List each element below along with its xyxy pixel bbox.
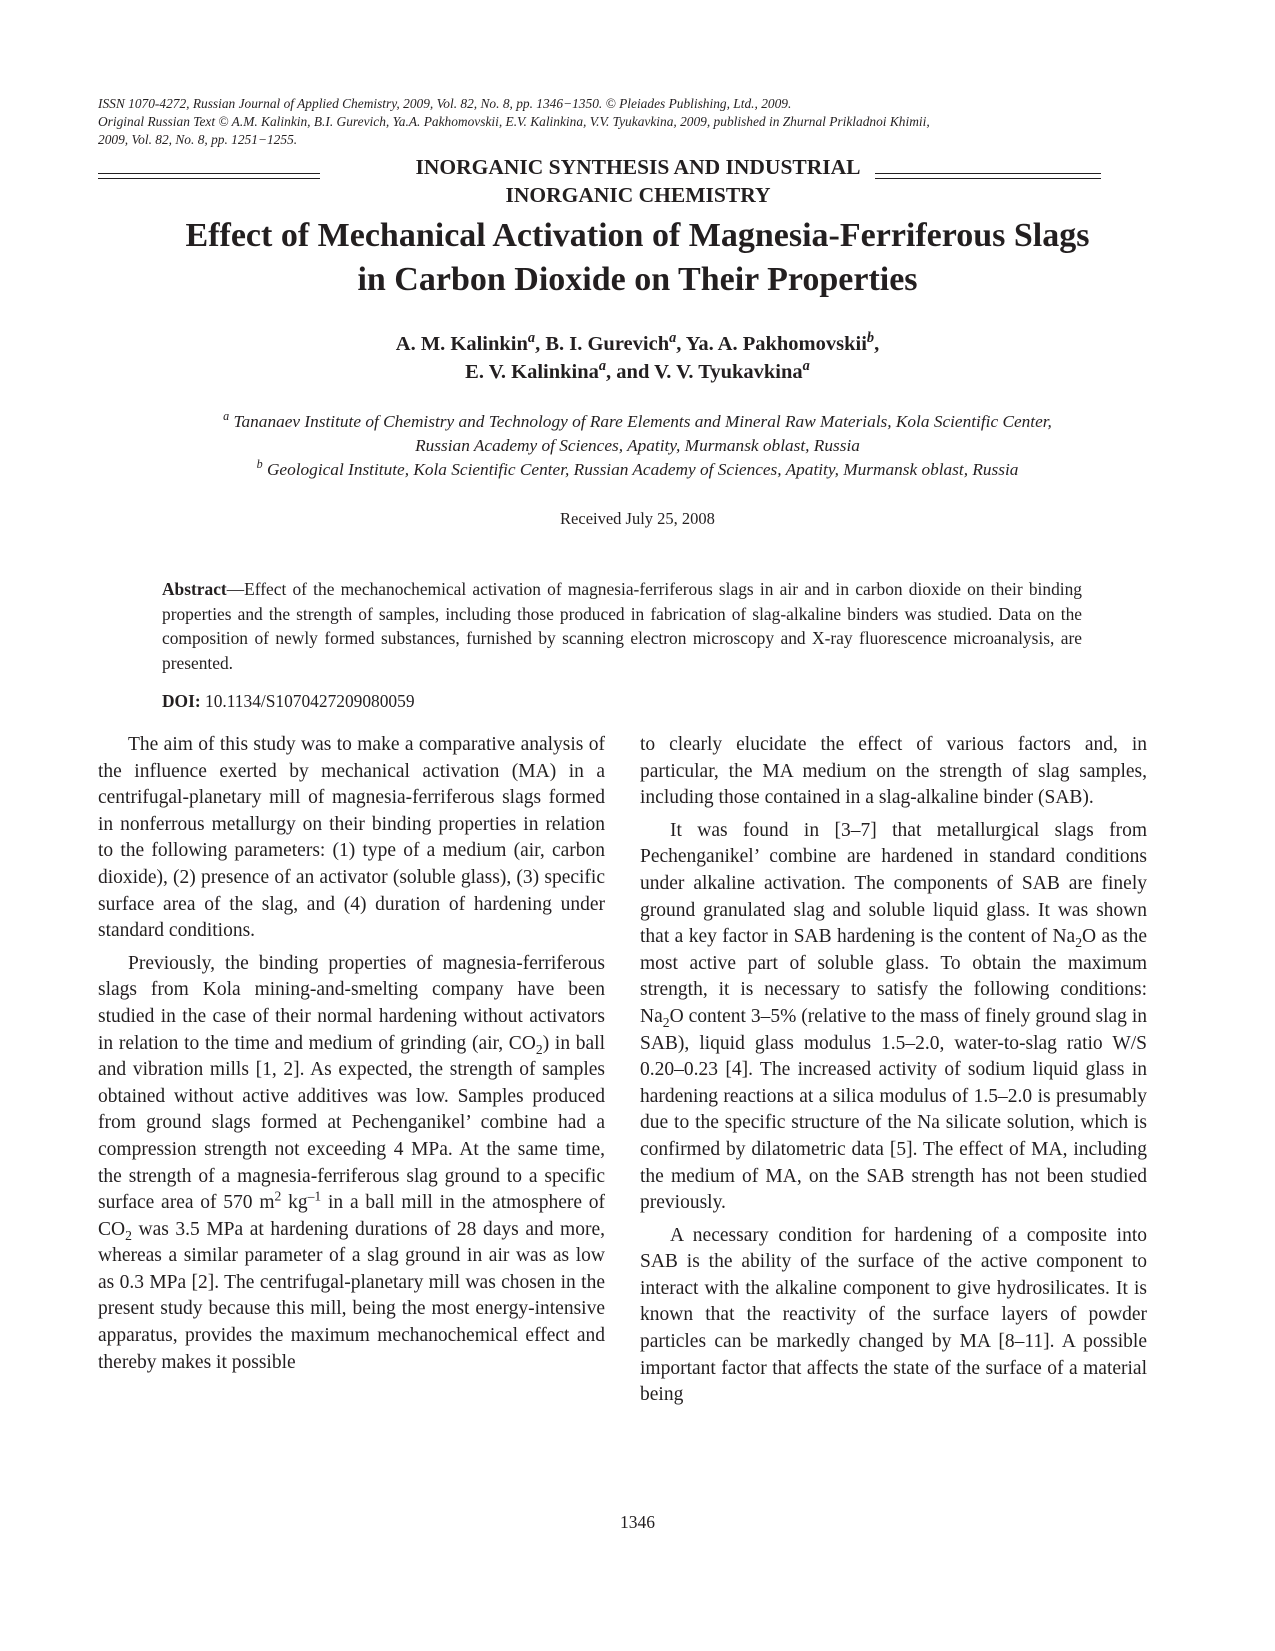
superscript: –1 <box>307 1188 322 1204</box>
affiliations <box>60 410 1215 482</box>
title-line-1: Effect of Mechanical Activation of Magnesia-Ferriferous Slags <box>185 217 1090 254</box>
text-run: kg <box>281 1192 308 1214</box>
author-name: V. V. Tyukavkina <box>654 361 803 383</box>
author-affiliation-mark: a <box>527 330 536 347</box>
affiliation-b-line-1 <box>60 458 1215 482</box>
left-double-rule <box>98 173 320 179</box>
affiliation-mark-a: a <box>223 409 230 424</box>
page-number: 1346 <box>620 1512 655 1532</box>
author-separator: , <box>676 333 686 355</box>
right-column <box>640 732 1147 1415</box>
doi-label: DOI: <box>162 691 201 711</box>
abstract <box>162 577 1082 675</box>
text-run: O content 3–5% (relative to the mass of finely ground slag in SAB), liquid glass modulus 1.5–2.0, water-to-slag ratio W/S 0.20–0.23 [4]. The increased activity of sodium liquid glass in hardening reactions at a silica modulus of 1.5–2.0 is presumably due to the specific structure of the Na silicate solution, which is confirmed by dilatometric data [5]. The effect of MA, including the medium of MA, on the SAB strength has not been studied previously. <box>640 1005 1147 1214</box>
received-date: Received July 25, 2008 <box>560 509 715 528</box>
author-line-1 <box>100 330 1175 358</box>
author-name: E. V. Kalinkina <box>465 361 599 383</box>
author-name: Ya. A. Pakhomovskii <box>685 333 867 355</box>
section-heading <box>98 153 1178 209</box>
left-column <box>98 732 605 1382</box>
section-title <box>348 153 928 209</box>
header-line-1: ISSN 1070-4272, Russian Journal of Applied Chemistry, 2009, Vol. 82, No. 8, pp. 1346−1350. © Pleiades Publishing, Ltd., 2009. <box>98 96 792 111</box>
journal-header <box>98 95 1178 149</box>
affiliation-mark-b: b <box>256 457 263 472</box>
text-run: O as the most active part of soluble glass. To obtain the maximum strength, it is necessary to satisfy the following conditions: Na <box>640 926 1147 1027</box>
author-affiliation-mark: b <box>866 330 875 347</box>
section-title-line-2: INORGANIC CHEMISTRY <box>505 183 771 207</box>
subscript: 2 <box>125 1227 132 1243</box>
paragraph: A necessary condition for hardening of a composite into SAB is the ability of the surface of the active component to interact with the alkaline component to give hydrosilicates. It is known that the reactivity of the surface layers of powder particles can be markedly changed by MA [8–11]. A possible important factor that affects the state of the surface of a material being <box>640 1224 1147 1406</box>
author-name: A. M. Kalinkin <box>395 333 528 355</box>
text-run: in a ball mill in the atmosphere of CO <box>98 1192 606 1240</box>
text-run: Previously, the binding properties of magnesia-ferriferous slags from Kola mining-and-smelting company have been studied in the case of their normal hardening without activators in relation to the time and medium of grinding (air, CO <box>98 952 605 1054</box>
doi <box>162 690 415 712</box>
text-run: ) in ball and vibration mills [1, 2]. As expected, the strength of samples obtained without active additives was low. Samples produced from ground slags formed at Pechenganikel’ combine had a compression strength not exceeding 4 MPa. At the same time, the strength of a magnesia-ferriferous slag ground to a specific surface area of 570 m <box>98 1032 605 1214</box>
section-title-line-1: INORGANIC SYNTHESIS AND INDUSTRIAL <box>415 155 861 179</box>
subscript: 2 <box>1075 935 1083 951</box>
affiliation-a-text: Tananaev Institute of Chemistry and Technology of Rare Elements and Mineral Raw Materials, Kola Scientific Center, <box>233 412 1052 431</box>
affiliation-a-line-2: Russian Academy of Sciences, Apatity, Murmansk oblast, Russia <box>415 436 860 455</box>
doi-value: 10.1134/S1070427209080059 <box>205 691 415 711</box>
affiliation-b-text: Geological Institute, Kola Scientific Center, Russian Academy of Sciences, Apatity, Murmansk oblast, Russia <box>266 460 1019 479</box>
author-affiliation-mark: a <box>802 358 810 375</box>
author-line-2 <box>100 358 1175 386</box>
author-separator: , <box>535 333 546 355</box>
text-run: It was found in [3–7] that metallurgical slags from Pechenganikel’ combine are hardened in standard conditions under alkaline activation. The components of SAB are finely ground granulated slag and soluble liquid glass. It was shown that a key factor in SAB hardening is the content of Na <box>640 819 1147 948</box>
subscript: 2 <box>662 1014 670 1030</box>
text-run: was 3.5 MPa at hardening durations of 28 days and more, whereas a similar parameter of a slag ground in air was as low as 0.3 MPa [2]. The centrifugal-planetary mill was chosen in the present study because this mill, being the most energy-intensive apparatus, provides the maximum mechanochemical effect and thereby makes it possible <box>98 1218 605 1373</box>
paragraph <box>640 818 1147 1217</box>
title-line-2: in Carbon Dioxide on Their Properties <box>357 261 918 298</box>
header-line-2: Original Russian Text © A.M. Kalinkin, B.I. Gurevich, Ya.A. Pakhomovskii, E.V. Kalinkina, V.V. Tyukavkina, 2009, published in Zhurnal Prikladnoi Khimii, <box>98 114 930 129</box>
abstract-label: Abstract <box>162 579 227 599</box>
affiliation-a-line-1 <box>60 410 1215 434</box>
author-name: B. I. Gurevich <box>545 333 670 355</box>
paragraph <box>98 951 605 1377</box>
article-title <box>60 214 1215 302</box>
right-double-rule <box>875 173 1101 179</box>
author-affiliation-mark: a <box>669 330 677 347</box>
author-separator: , <box>874 333 880 355</box>
superscript: 2 <box>274 1188 282 1204</box>
author-affiliation-mark: a <box>598 358 607 375</box>
author-list <box>100 330 1175 386</box>
paragraph: The aim of this study was to make a comparative analysis of the influence exerted by mechanical activation (MA) in a centrifugal-planetary mill of magnesia-ferriferous slags formed in nonferrous metallurgy on their binding properties in relation to the following parameters: (1) type of a medium (air, carbon dioxide), (2) presence of an activator (soluble glass), (3) specific surface area of the slag, and (4) duration of hardening under standard conditions. <box>98 734 605 942</box>
abstract-text: —Effect of the mechanochemical activation of magnesia-ferriferous slags in air and in carbon dioxide on their binding properties and the strength of samples, including those produced in fabrication of slag-alkaline binders was studied. Data on the composition of newly formed substances, furnished by scanning electron microscopy and X-ray fluorescence microanalysis, are presented. <box>162 579 1082 673</box>
author-separator: , and <box>606 361 655 383</box>
subscript: 2 <box>535 1041 543 1057</box>
header-line-3: 2009, Vol. 82, No. 8, pp. 1251−1255. <box>98 132 298 147</box>
paragraph: to clearly elucidate the effect of various factors and, in particular, the MA medium on the strength of slag samples, including those contained in a slag-alkaline binder (SAB). <box>640 734 1147 809</box>
